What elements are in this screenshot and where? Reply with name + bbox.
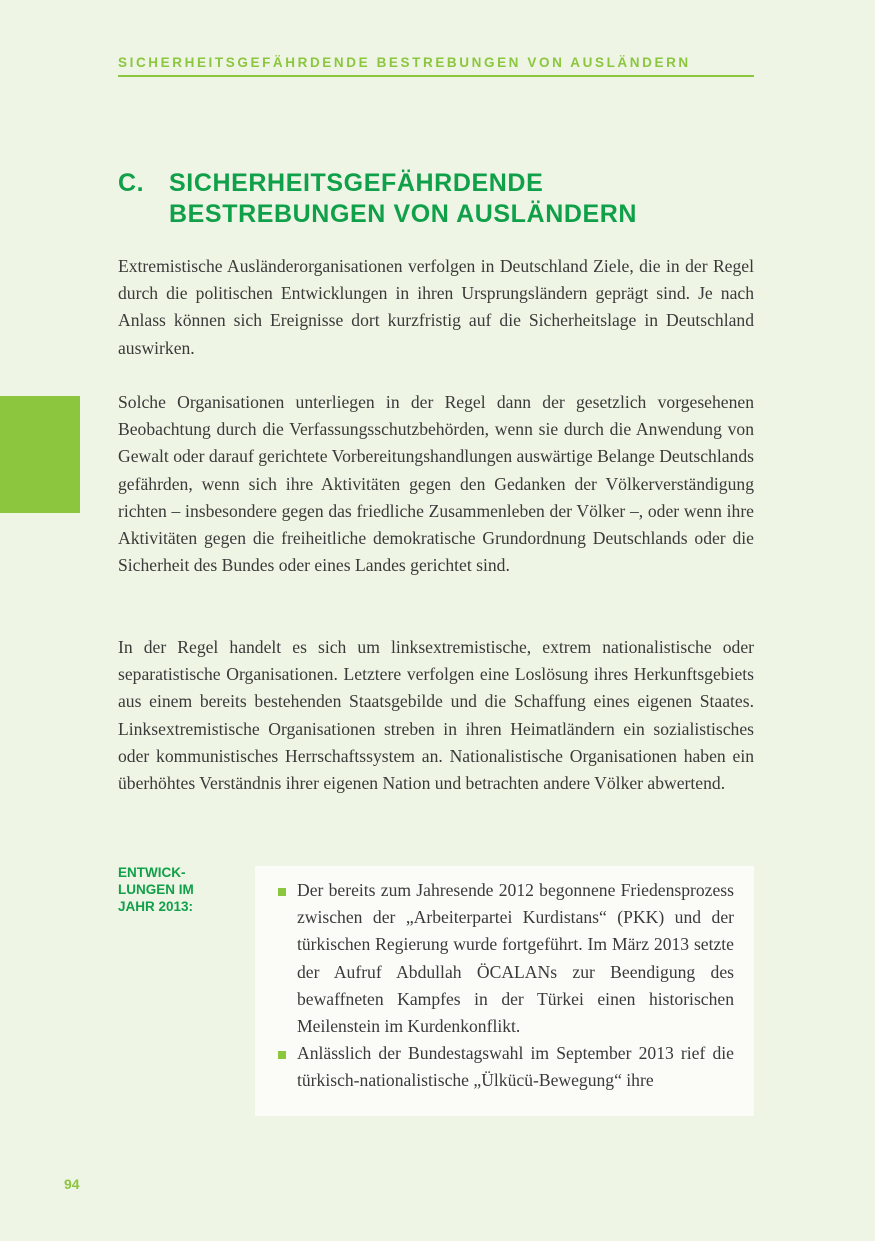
- page-number: 94: [64, 1176, 80, 1192]
- list-item-text: Anlässlich der Bundestagswahl im September 2013 rief die türkisch-nationalistische „Ülkücü-Bewegung“ ihre: [297, 1043, 734, 1091]
- list-item: [278, 1040, 734, 1094]
- paragraph-observation: Solche Organisationen unterliegen in der Regel dann der gesetzlich vorgesehenen Beobachtung durch die Verfassungsschutzbehörden, wenn sie durch die Anwendung von Gewalt oder darauf gerichtete Vorbereitungshandlungen auswärtige Belange Deutschlands gefährden, wenn sich ihre Aktivitäten gegen den Gedanken der Völkerverständigung richten – insbesondere gegen das friedliche Zusammenleben der Völker –, oder wenn ihre Aktivitäten gegen die freiheitliche demokratische Grundordnung Deutschlands oder die Sicherheit des Bundes oder eines Landes gerichtet sind.: [118, 392, 754, 576]
- developments-label-line: ENTWICK-: [118, 865, 186, 880]
- square-bullet-icon: [278, 888, 286, 896]
- header-divider: [118, 75, 754, 77]
- chapter-tab-marker: [0, 396, 80, 513]
- developments-label-line: LUNGEN IM: [118, 882, 194, 897]
- square-bullet-icon: [278, 1051, 286, 1059]
- running-header: SICHERHEITSGEFÄHRDENDE BESTREBUNGEN VON AUSLÄNDERN: [118, 55, 691, 70]
- developments-label-line: JAHR 2013:: [118, 899, 194, 914]
- list-item-text: Der bereits zum Jahresende 2012 begonnene Friedensprozess zwischen der „Arbeiterpartei Kurdistans“ (PKK) und der türkischen Regierung wurde fortgeführt. Im März 2013 setzte der Aufruf Abdullah ÖCALANs zur Beendigung des bewaffneten Kampfes in der Türkei einen historischen Meilenstein im Kurdenkonflikt.: [297, 880, 734, 1037]
- paragraph-types: In der Regel handelt es sich um linksextremistische, extrem nationalistische oder separatistische Organisationen. Letztere verfolgen eine Loslösung ihres Herkunftsgebiets aus einem bereits bestehenden Staatsgebilde und die Schaffung eines eigenen Staates. Linksextremistische Organisationen streben in ihren Heimatländern ein sozialistisches oder kommunistisches Herrschaftssystem an. Nationalistische Organisationen haben ein überhöhtes Verständnis ihrer eigenen Nation und betrachten andere Völker abwertend.: [118, 637, 754, 794]
- chapter-title-line1: SICHERHEITSGEFÄHRDENDE: [169, 169, 544, 197]
- chapter-title-line2: BESTREBUNGEN VON AUSLÄNDERN: [169, 200, 638, 228]
- list-item: [278, 877, 734, 1040]
- developments-label: [118, 864, 194, 915]
- developments-list: [278, 877, 734, 1095]
- paragraph-intro: Extremistische Ausländerorganisationen verfolgen in Deutschland Ziele, die in der Regel durch die politischen Entwicklungen in ihren Ursprungsländern geprägt sind. Je nach Anlass können sich Ereignisse dort kurzfristig auf die Sicherheitslage in Deutschland auswirken.: [118, 256, 754, 358]
- chapter-title: [118, 168, 637, 230]
- chapter-number: C.: [118, 169, 145, 197]
